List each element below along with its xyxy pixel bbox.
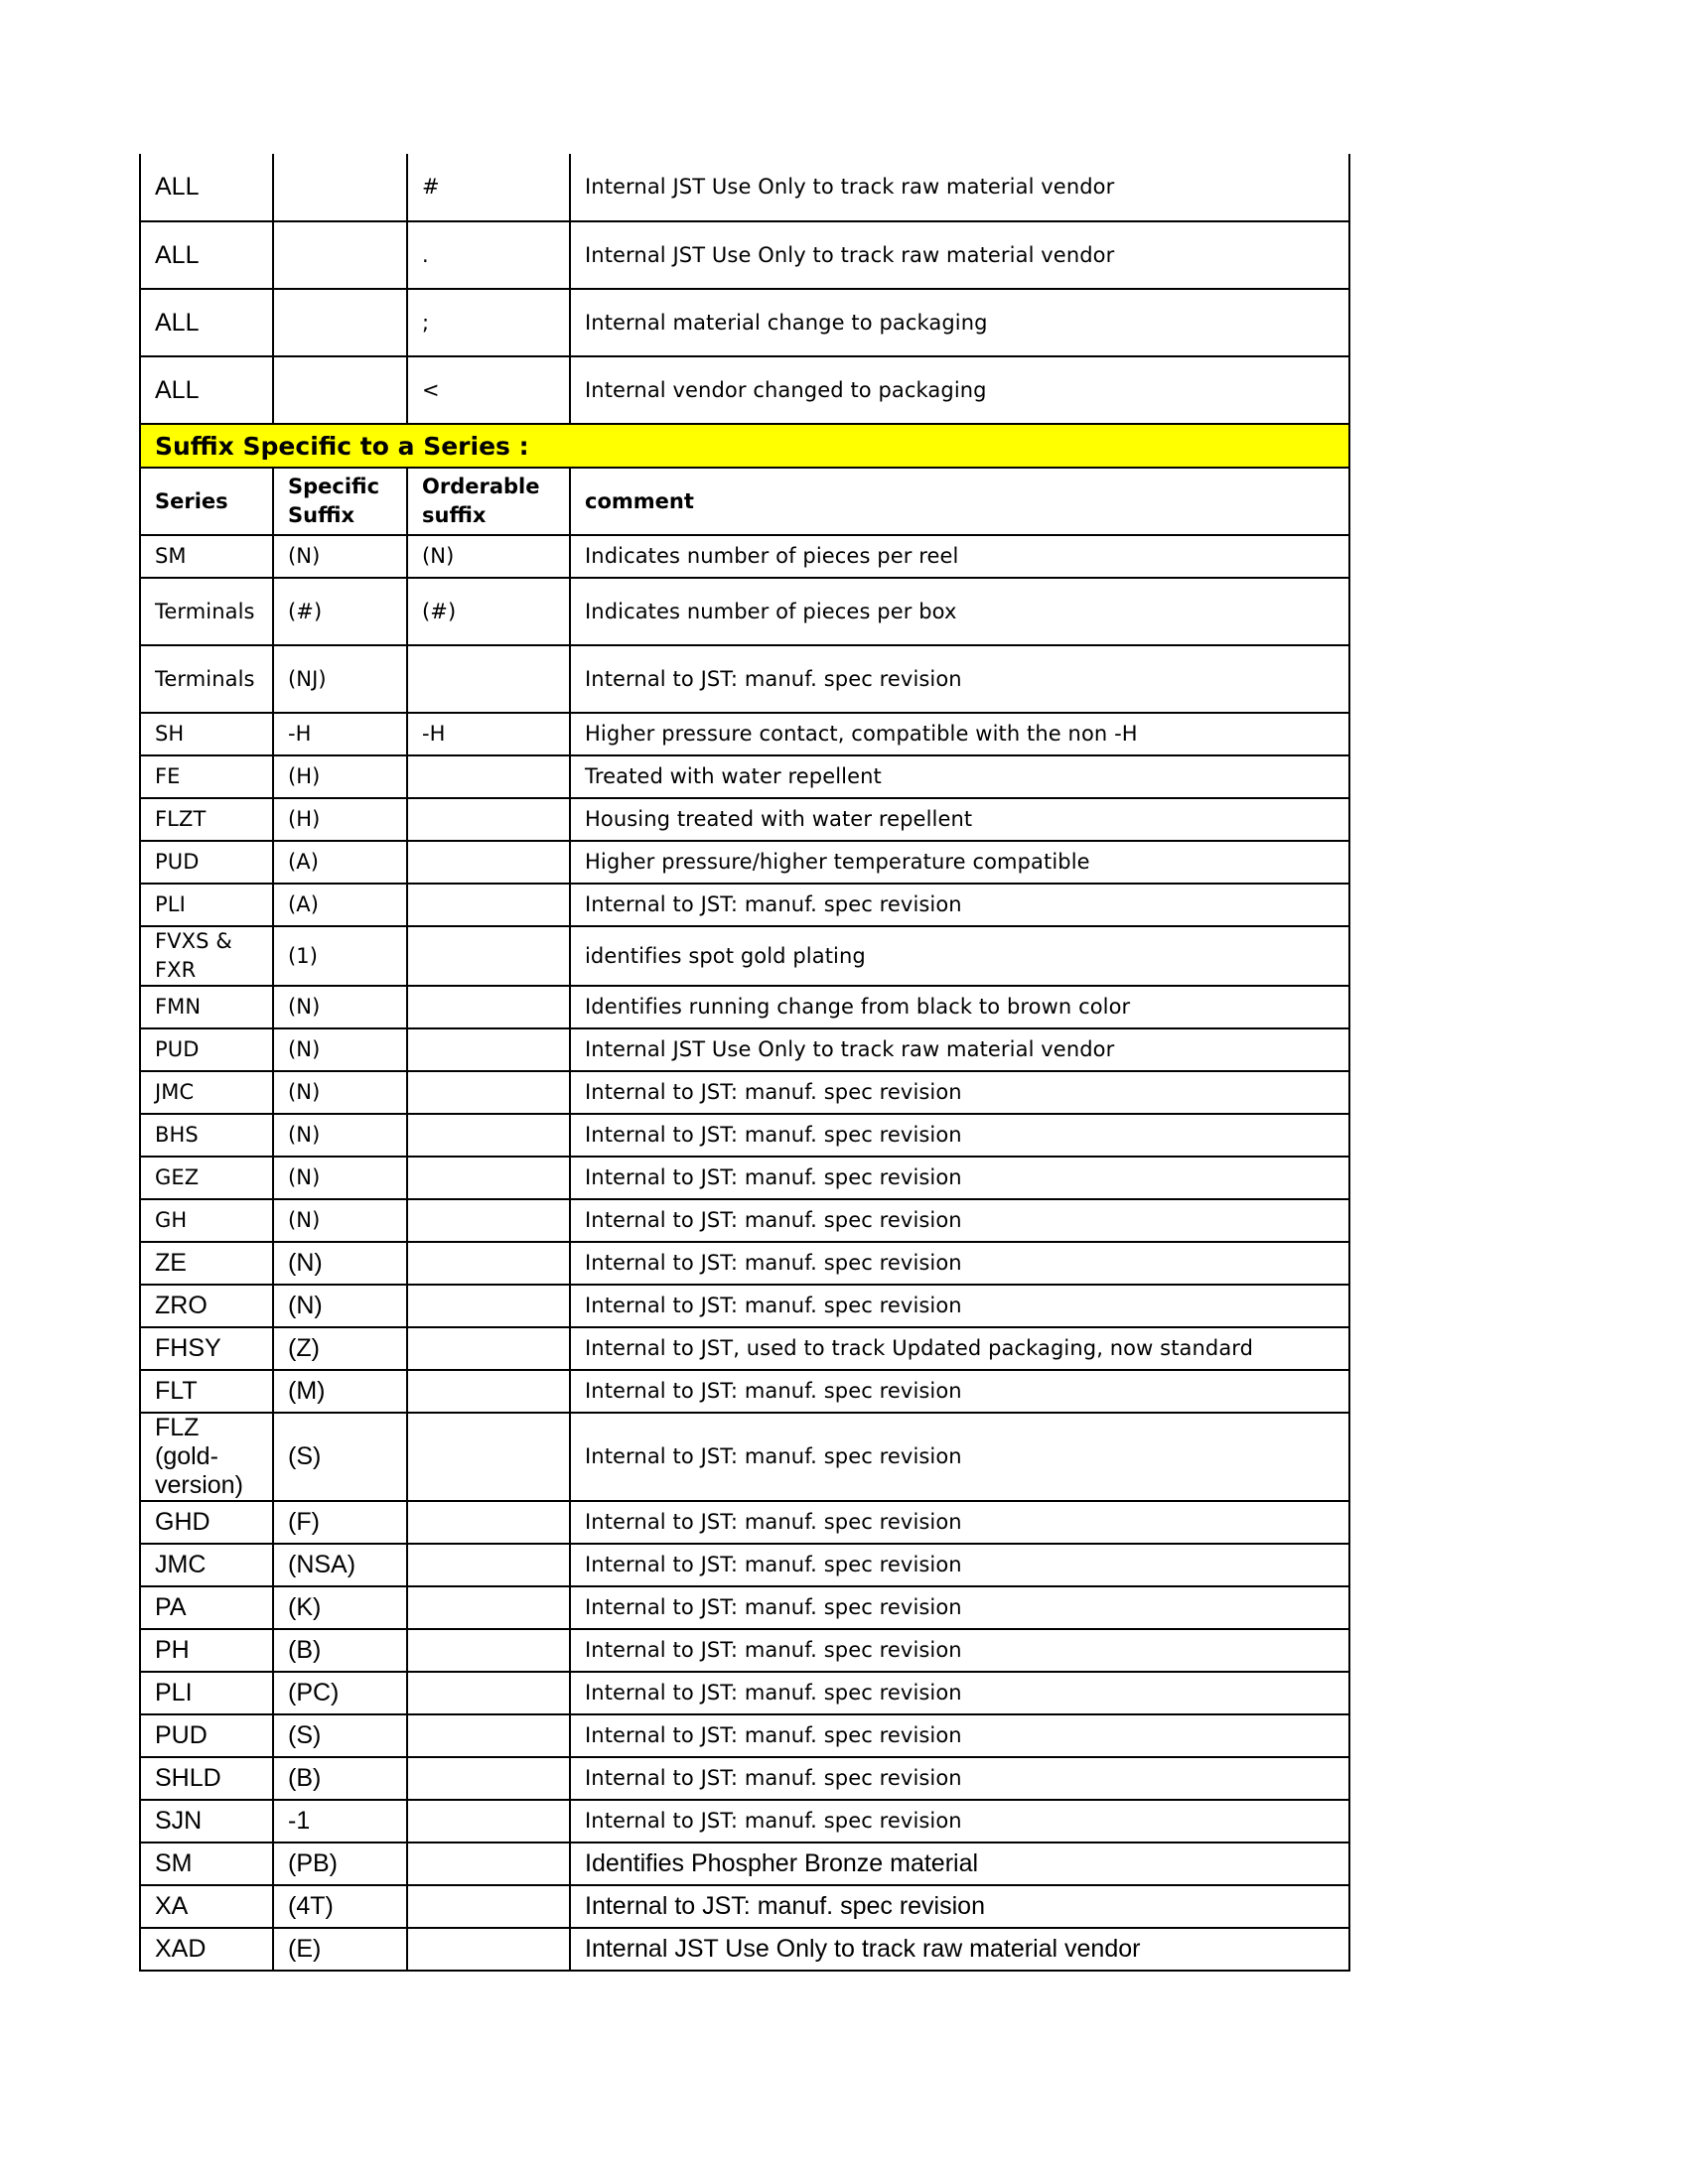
- comment-cell: Internal JST Use Only to track raw material vendor: [570, 1028, 1349, 1071]
- specific-suffix-cell: (M): [273, 1370, 407, 1413]
- series-cell: FVXS & FXR: [140, 926, 273, 986]
- table-row: [140, 841, 1349, 884]
- comment-cell: Indicates number of pieces per reel: [570, 535, 1349, 578]
- series-cell: Terminals: [140, 645, 273, 713]
- table-row: [140, 1714, 1349, 1757]
- comment-cell: Internal vendor changed to packaging: [570, 356, 1349, 424]
- table-row: [140, 1885, 1349, 1928]
- orderable-suffix-cell: [407, 1028, 570, 1071]
- table-row: [140, 154, 1349, 221]
- table-row: [140, 986, 1349, 1028]
- specific-suffix-cell: (NJ): [273, 645, 407, 713]
- comment-cell: Identifies running change from black to brown color: [570, 986, 1349, 1028]
- orderable-suffix-cell: [407, 1242, 570, 1285]
- table-row: [140, 1071, 1349, 1114]
- section-banner: [140, 424, 1349, 468]
- comment-cell: Higher pressure/higher temperature compatible: [570, 841, 1349, 884]
- table-row: [140, 1028, 1349, 1071]
- specific-suffix-cell: [273, 356, 407, 424]
- specific-suffix-cell: -H: [273, 713, 407, 755]
- orderable-suffix-cell: [407, 1071, 570, 1114]
- orderable-suffix-cell: [407, 755, 570, 798]
- table-row: [140, 926, 1349, 986]
- orderable-suffix-cell: [407, 1199, 570, 1242]
- specific-suffix-cell: (PC): [273, 1672, 407, 1714]
- specific-suffix-cell: (B): [273, 1757, 407, 1800]
- specific-suffix-cell: (PB): [273, 1843, 407, 1885]
- orderable-suffix-cell: #: [407, 154, 570, 221]
- header-specific: Specific Suffix: [273, 468, 407, 535]
- comment-cell: Internal to JST: manuf. spec revision: [570, 1114, 1349, 1157]
- series-cell: JMC: [140, 1071, 273, 1114]
- series-cell: FLT: [140, 1370, 273, 1413]
- header-orderable: Orderable suffix: [407, 468, 570, 535]
- table-row: [140, 1629, 1349, 1672]
- table-row: [140, 1928, 1349, 1971]
- comment-cell: Internal to JST: manuf. spec revision: [570, 1157, 1349, 1199]
- orderable-suffix-cell: -H: [407, 713, 570, 755]
- specific-suffix-cell: (A): [273, 884, 407, 926]
- series-cell: Terminals: [140, 578, 273, 645]
- table-row: [140, 755, 1349, 798]
- series-cell: SH: [140, 713, 273, 755]
- orderable-suffix-cell: [407, 1885, 570, 1928]
- table-row: [140, 1242, 1349, 1285]
- comment-cell: Internal to JST: manuf. spec revision: [570, 1800, 1349, 1843]
- orderable-suffix-cell: [407, 1672, 570, 1714]
- series-cell: ZE: [140, 1242, 273, 1285]
- orderable-suffix-cell: (#): [407, 578, 570, 645]
- specific-suffix-cell: (N): [273, 1242, 407, 1285]
- comment-cell: Internal JST Use Only to track raw material vendor: [570, 221, 1349, 289]
- table-row: [140, 713, 1349, 755]
- series-cell: FMN: [140, 986, 273, 1028]
- orderable-suffix-cell: [407, 1928, 570, 1971]
- orderable-suffix-cell: [407, 1285, 570, 1327]
- comment-cell: Internal JST Use Only to track raw material vendor: [570, 154, 1349, 221]
- orderable-suffix-cell: .: [407, 221, 570, 289]
- table-row: [140, 1843, 1349, 1885]
- comment-cell: Treated with water repellent: [570, 755, 1349, 798]
- comment-cell: Internal to JST: manuf. spec revision: [570, 1501, 1349, 1544]
- specific-suffix-cell: (#): [273, 578, 407, 645]
- section-title: Suffix Specific to a Series :: [140, 424, 1349, 468]
- comment-cell: Internal to JST: manuf. spec revision: [570, 1285, 1349, 1327]
- comment-cell: Internal to JST: manuf. spec revision: [570, 1544, 1349, 1586]
- comment-cell: Internal to JST: manuf. spec revision: [570, 1370, 1349, 1413]
- comment-cell: Internal to JST: manuf. spec revision: [570, 884, 1349, 926]
- specific-suffix-cell: (H): [273, 798, 407, 841]
- orderable-suffix-cell: [407, 1327, 570, 1370]
- series-cell: PUD: [140, 1714, 273, 1757]
- orderable-suffix-cell: [407, 1843, 570, 1885]
- table-row: [140, 798, 1349, 841]
- specific-suffix-cell: (F): [273, 1501, 407, 1544]
- series-cell: FHSY: [140, 1327, 273, 1370]
- comment-cell: Internal to JST: manuf. spec revision: [570, 1885, 1349, 1928]
- specific-suffix-cell: (E): [273, 1928, 407, 1971]
- comment-cell: Indicates number of pieces per box: [570, 578, 1349, 645]
- table-row: [140, 1544, 1349, 1586]
- table-row: [140, 1370, 1349, 1413]
- specific-suffix-cell: (N): [273, 1285, 407, 1327]
- comment-cell: identifies spot gold plating: [570, 926, 1349, 986]
- series-cell: GHD: [140, 1501, 273, 1544]
- comment-cell: Internal to JST: manuf. spec revision: [570, 1672, 1349, 1714]
- comment-cell: Internal to JST: manuf. spec revision: [570, 1714, 1349, 1757]
- orderable-suffix-cell: [407, 986, 570, 1028]
- comment-cell: Internal to JST: manuf. spec revision: [570, 1629, 1349, 1672]
- orderable-suffix-cell: [407, 1114, 570, 1157]
- table-row: [140, 1800, 1349, 1843]
- table-row: [140, 221, 1349, 289]
- orderable-suffix-cell: [407, 1413, 570, 1501]
- orderable-suffix-cell: [407, 1586, 570, 1629]
- specific-suffix-cell: (S): [273, 1413, 407, 1501]
- series-cell: JMC: [140, 1544, 273, 1586]
- table-row: [140, 1672, 1349, 1714]
- comment-cell: Housing treated with water repellent: [570, 798, 1349, 841]
- orderable-suffix-cell: [407, 1714, 570, 1757]
- specific-suffix-cell: (N): [273, 1157, 407, 1199]
- specific-suffix-cell: (N): [273, 1028, 407, 1071]
- specific-suffix-cell: (N): [273, 986, 407, 1028]
- series-cell: ALL: [140, 356, 273, 424]
- series-cell: ALL: [140, 154, 273, 221]
- series-cell: FLZT: [140, 798, 273, 841]
- comment-cell: Internal material change to packaging: [570, 289, 1349, 356]
- suffix-table: [139, 154, 1350, 1972]
- orderable-suffix-cell: [407, 1757, 570, 1800]
- table-row: [140, 356, 1349, 424]
- series-cell: SHLD: [140, 1757, 273, 1800]
- table-row: [140, 1501, 1349, 1544]
- table-row: [140, 289, 1349, 356]
- comment-cell: Internal to JST: manuf. spec revision: [570, 645, 1349, 713]
- series-cell: PA: [140, 1586, 273, 1629]
- orderable-suffix-cell: [407, 645, 570, 713]
- table-row: [140, 1199, 1349, 1242]
- series-cell: ALL: [140, 289, 273, 356]
- comment-cell: Internal to JST: manuf. spec revision: [570, 1071, 1349, 1114]
- comment-cell: Higher pressure contact, compatible with the non -H: [570, 713, 1349, 755]
- orderable-suffix-cell: [407, 1800, 570, 1843]
- series-cell: SJN: [140, 1800, 273, 1843]
- header-series: Series: [140, 468, 273, 535]
- orderable-suffix-cell: [407, 926, 570, 986]
- orderable-suffix-cell: [407, 1544, 570, 1586]
- table-row: [140, 1114, 1349, 1157]
- table-row: [140, 645, 1349, 713]
- series-cell: PLI: [140, 884, 273, 926]
- specific-suffix-cell: (N): [273, 1199, 407, 1242]
- table-row: [140, 578, 1349, 645]
- orderable-suffix-cell: [407, 1370, 570, 1413]
- specific-suffix-cell: (Z): [273, 1327, 407, 1370]
- orderable-suffix-cell: [407, 1501, 570, 1544]
- table-row: [140, 535, 1349, 578]
- series-cell: XA: [140, 1885, 273, 1928]
- specific-suffix-cell: (A): [273, 841, 407, 884]
- specific-suffix-cell: -1: [273, 1800, 407, 1843]
- comment-cell: Internal to JST: manuf. spec revision: [570, 1199, 1349, 1242]
- series-cell: PH: [140, 1629, 273, 1672]
- orderable-suffix-cell: ;: [407, 289, 570, 356]
- series-cell: XAD: [140, 1928, 273, 1971]
- specific-suffix-cell: (S): [273, 1714, 407, 1757]
- specific-suffix-cell: (K): [273, 1586, 407, 1629]
- specific-suffix-cell: (NSA): [273, 1544, 407, 1586]
- series-cell: FE: [140, 755, 273, 798]
- specific-suffix-cell: (1): [273, 926, 407, 986]
- series-cell: ALL: [140, 221, 273, 289]
- comment-cell: Internal to JST: manuf. spec revision: [570, 1586, 1349, 1629]
- specific-suffix-cell: (N): [273, 1114, 407, 1157]
- table-row: [140, 1413, 1349, 1501]
- comment-cell: Internal to JST: manuf. spec revision: [570, 1757, 1349, 1800]
- series-cell: BHS: [140, 1114, 273, 1157]
- specific-suffix-cell: (N): [273, 1071, 407, 1114]
- comment-cell: Identifies Phospher Bronze material: [570, 1843, 1349, 1885]
- orderable-suffix-cell: [407, 798, 570, 841]
- series-cell: PUD: [140, 841, 273, 884]
- comment-cell: Internal to JST: manuf. spec revision: [570, 1413, 1349, 1501]
- orderable-suffix-cell: [407, 1629, 570, 1672]
- series-cell: FLZ (gold-version): [140, 1413, 273, 1501]
- series-cell: GEZ: [140, 1157, 273, 1199]
- orderable-suffix-cell: (N): [407, 535, 570, 578]
- comment-cell: Internal to JST, used to track Updated packaging, now standard: [570, 1327, 1349, 1370]
- table-row: [140, 1757, 1349, 1800]
- header-comment: comment: [570, 468, 1349, 535]
- specific-suffix-cell: [273, 221, 407, 289]
- table-header-row: [140, 468, 1349, 535]
- table-row: [140, 1327, 1349, 1370]
- specific-suffix-cell: [273, 154, 407, 221]
- specific-suffix-cell: (B): [273, 1629, 407, 1672]
- specific-suffix-cell: (4T): [273, 1885, 407, 1928]
- orderable-suffix-cell: [407, 1157, 570, 1199]
- comment-cell: Internal to JST: manuf. spec revision: [570, 1242, 1349, 1285]
- table-row: [140, 1285, 1349, 1327]
- comment-cell: Internal JST Use Only to track raw material vendor: [570, 1928, 1349, 1971]
- series-cell: SM: [140, 535, 273, 578]
- table-row: [140, 1157, 1349, 1199]
- series-cell: GH: [140, 1199, 273, 1242]
- specific-suffix-cell: (N): [273, 535, 407, 578]
- specific-suffix-cell: [273, 289, 407, 356]
- orderable-suffix-cell: <: [407, 356, 570, 424]
- table-row: [140, 1586, 1349, 1629]
- orderable-suffix-cell: [407, 841, 570, 884]
- series-cell: SM: [140, 1843, 273, 1885]
- specific-suffix-cell: (H): [273, 755, 407, 798]
- series-cell: PUD: [140, 1028, 273, 1071]
- series-cell: PLI: [140, 1672, 273, 1714]
- table-row: [140, 884, 1349, 926]
- orderable-suffix-cell: [407, 884, 570, 926]
- series-cell: ZRO: [140, 1285, 273, 1327]
